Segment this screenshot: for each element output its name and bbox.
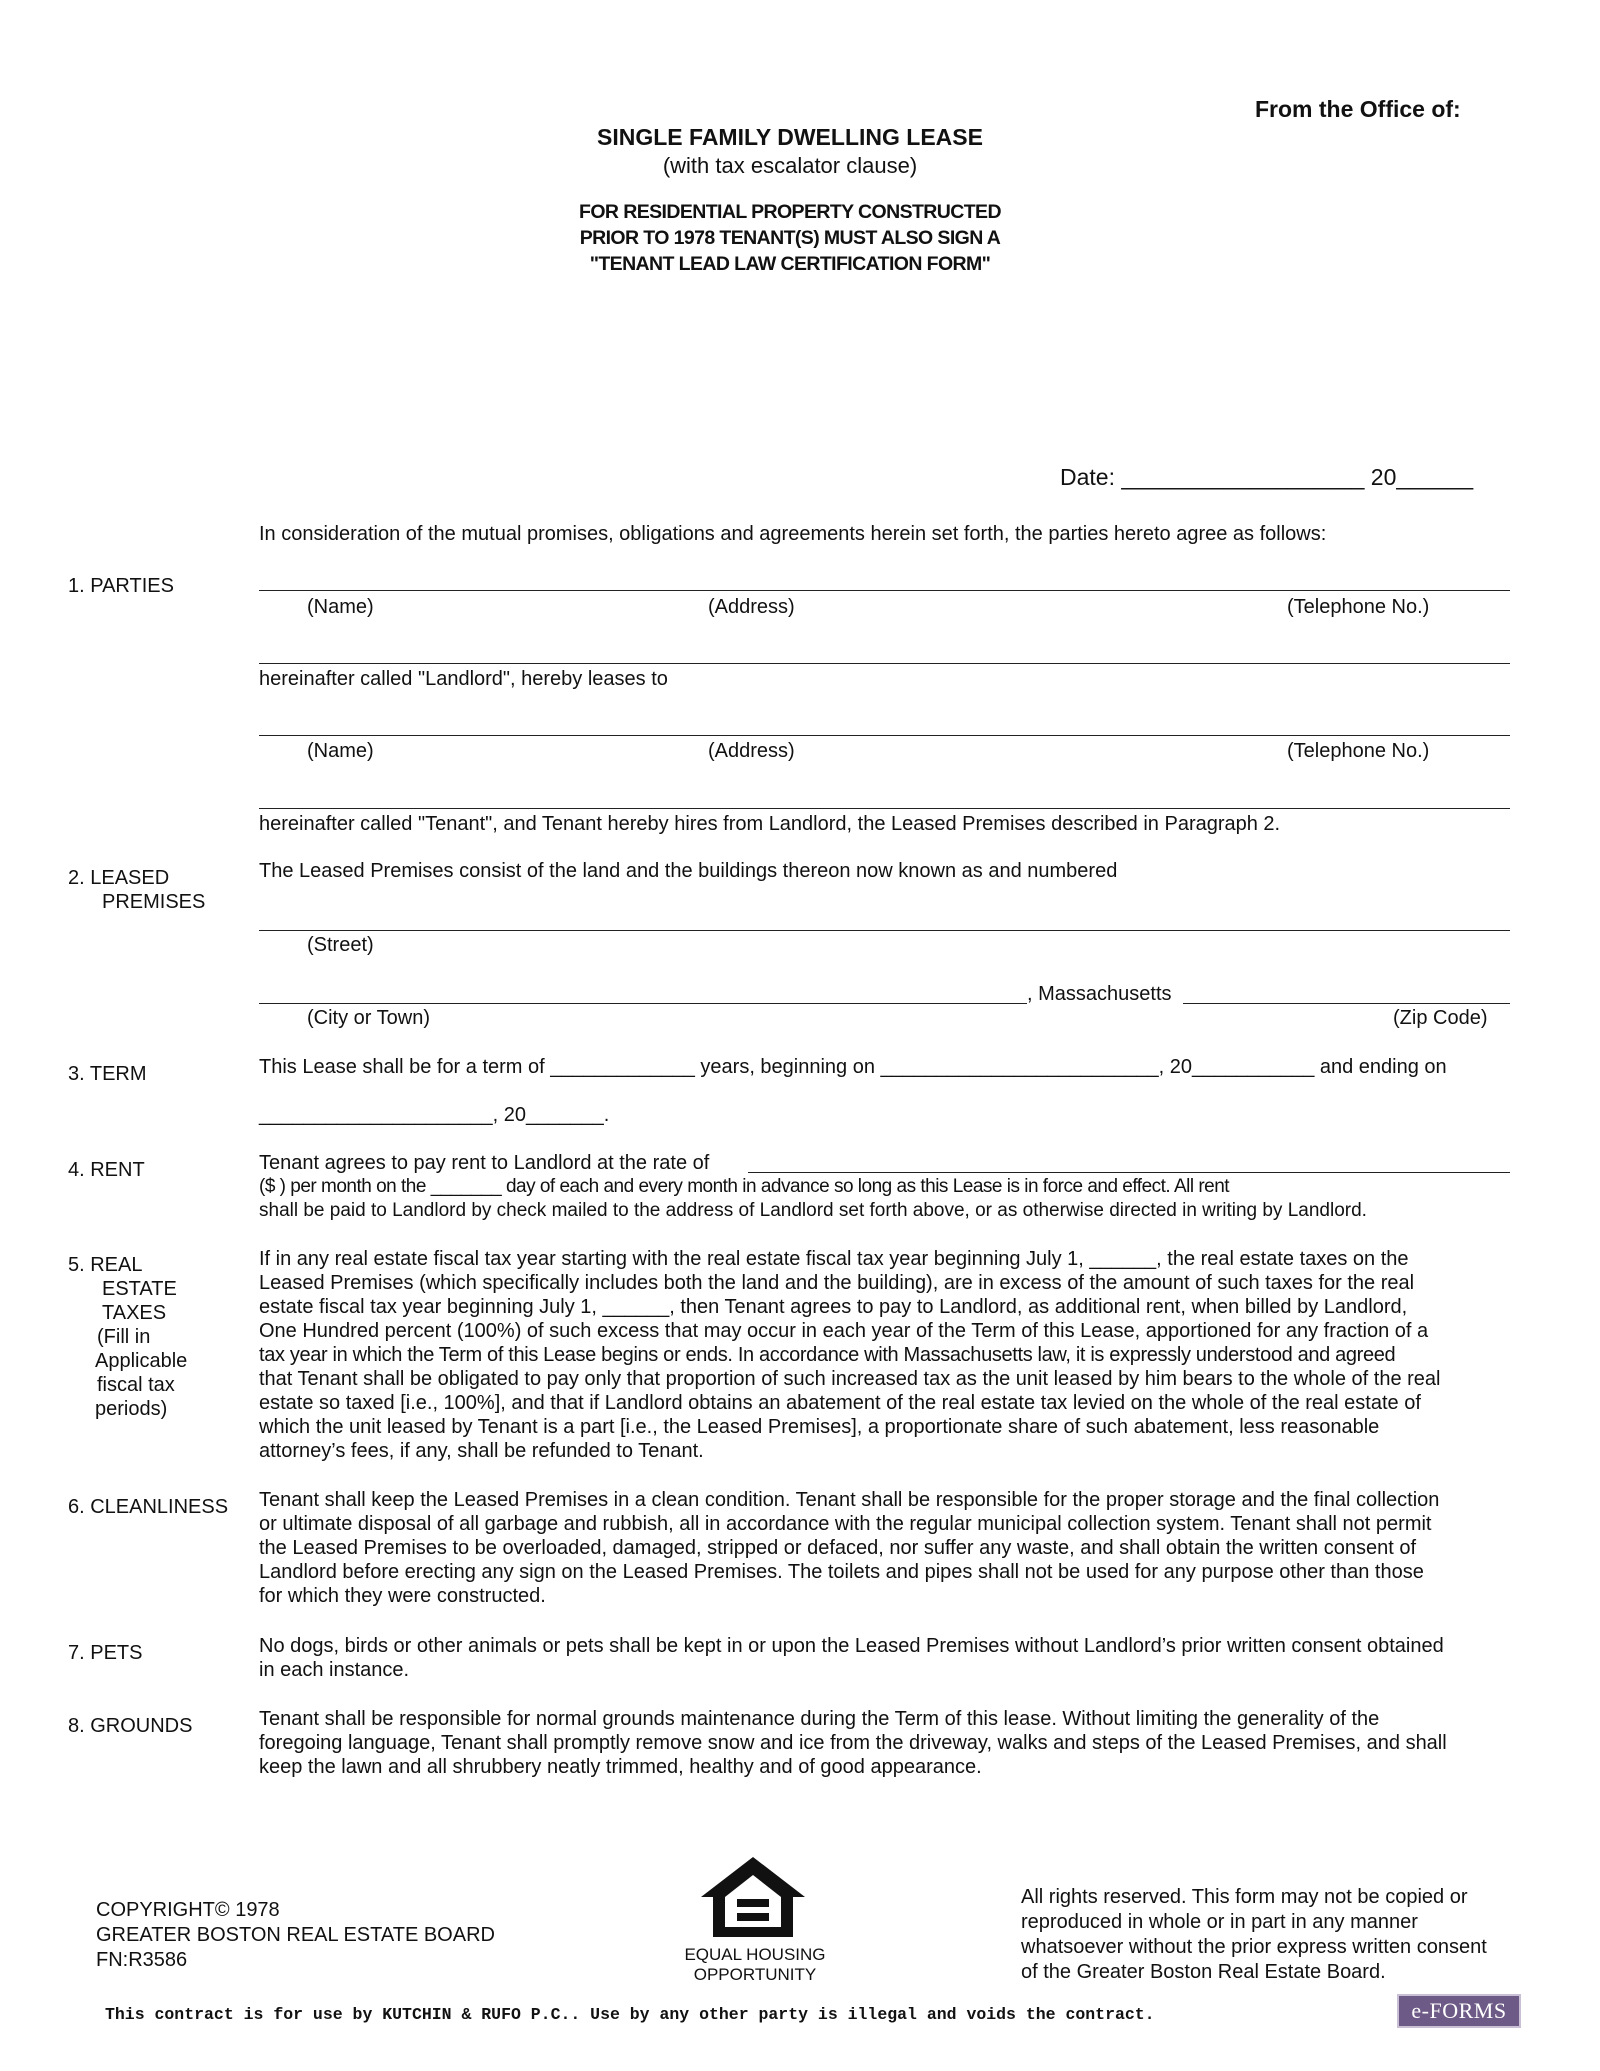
equal-housing-line: OPPORTUNITY	[693, 1965, 817, 1984]
zip-line[interactable]	[1183, 1003, 1510, 1004]
rent-amount-line[interactable]	[748, 1172, 1510, 1173]
intro-text: In consideration of the mutual promises, obligations and agreements herein set forth, the parties hereto agree as follows:	[259, 523, 1327, 545]
landlord-extra-line[interactable]	[259, 663, 1510, 664]
eforms-logo: e-FORMS	[1397, 1994, 1521, 2028]
rights-line: whatsoever without the prior express written consent	[1021, 1936, 1487, 1958]
lead-law-notice-line: "TENANT LEAD LAW CERTIFICATION FORM"	[589, 253, 991, 275]
name-caption: (Name)	[307, 596, 374, 618]
section-heading-pets: 7. PETS	[68, 1642, 143, 1664]
section-heading-line: ESTATE	[102, 1278, 177, 1300]
pets-paragraph	[259, 1634, 1444, 1682]
zip-caption: (Zip Code)	[1393, 1007, 1488, 1029]
telephone-caption: (Telephone No.)	[1287, 740, 1430, 762]
copyright-line: COPYRIGHT© 1978	[96, 1899, 280, 1921]
name-caption: (Name)	[307, 740, 374, 762]
tenant-name-line[interactable]	[259, 735, 1510, 736]
section-heading-grounds: 8. GROUNDS	[68, 1715, 193, 1737]
address-caption: (Address)	[708, 740, 795, 762]
lead-law-notice-line: PRIOR TO 1978 TENANT(S) MUST ALSO SIGN A	[579, 227, 1001, 249]
cleanliness-paragraph	[259, 1488, 1439, 1608]
paragraph-line: foregoing language, Tenant shall promptly remove snow and ice from the driveway, walks and steps of the Leased Premises, and shall	[259, 1732, 1447, 1754]
landlord-name-line[interactable]	[259, 590, 1510, 591]
paragraph-line: If in any real estate fiscal tax year starting with the real estate fiscal tax year beginning July 1, ______, the real estate taxes on the	[259, 1248, 1409, 1270]
premises-text: The Leased Premises consist of the land and the buildings thereon now known as and numbered	[259, 860, 1118, 882]
section-heading-line: TAXES	[102, 1302, 167, 1324]
rights-line: of the Greater Boston Real Estate Board.	[1021, 1961, 1386, 1983]
rights-line: All rights reserved. This form may not be copied or	[1021, 1886, 1468, 1908]
street-line[interactable]	[259, 930, 1510, 931]
section-heading-line: 2. LEASED	[68, 867, 170, 889]
grounds-paragraph	[259, 1707, 1447, 1779]
section-heading-line: periods)	[95, 1398, 168, 1420]
contract-notice: This contract is for use by KUTCHIN & RUFO P.C.. Use by any other party is illegal and voids the contract.	[105, 2005, 1155, 2024]
section-heading-premises	[68, 866, 205, 914]
paragraph-line: keep the lawn and all shrubbery neatly trimmed, healthy and of good appearance.	[259, 1756, 982, 1778]
section-heading-line: fiscal tax	[97, 1374, 175, 1396]
office-label: From the Office of:	[1255, 96, 1461, 122]
section-heading-rent: 4. RENT	[68, 1159, 145, 1181]
section-heading-line: PREMISES	[102, 891, 206, 913]
section-heading-cleanliness: 6. CLEANLINESS	[68, 1496, 229, 1518]
taxes-paragraph	[259, 1247, 1510, 1463]
paragraph-line: Tenant shall keep the Leased Premises in a clean condition. Tenant shall be responsible for the proper storage and the final collection	[259, 1489, 1440, 1511]
paragraph-line: the Leased Premises to be overloaded, damaged, stripped or defaced, nor suffer any waste, and shall obtain the written consent of	[259, 1537, 1417, 1559]
page-subtitle: (with tax escalator clause)	[662, 153, 918, 178]
term-line-1[interactable]: This Lease shall be for a term of _____________ years, beginning on _________________________, 20___________ and ending on	[259, 1056, 1447, 1078]
paragraph-line: for which they were constructed.	[259, 1585, 546, 1607]
section-heading-line: 5. REAL	[68, 1254, 143, 1276]
page-title: SINGLE FAMILY DWELLING LEASE	[597, 124, 983, 150]
section-heading-taxes	[68, 1253, 187, 1421]
paragraph-line: that Tenant shall be obligated to pay only that proportion of such increased tax as the unit leased by him bears to the whole of the real	[259, 1368, 1441, 1390]
copyright-block	[96, 1898, 495, 1973]
landlord-text: hereinafter called "Landlord", hereby leases to	[259, 668, 668, 690]
term-line-2[interactable]: _____________________, 20_______.	[259, 1104, 610, 1126]
lead-law-notice-line: FOR RESIDENTIAL PROPERTY CONSTRUCTED	[579, 201, 1001, 223]
date-field[interactable]: Date: ___________________ 20______	[1060, 464, 1474, 490]
paragraph-line: attorney’s fees, if any, shall be refunded to Tenant.	[259, 1440, 704, 1462]
rights-notice	[1021, 1885, 1487, 1985]
equal-housing-caption	[660, 1945, 850, 1985]
paragraph-line: in each instance.	[259, 1659, 410, 1681]
paragraph-line: One Hundred percent (100%) of such excess that may occur in each year of the Term of this Lease, apportioned for any fraction of a	[259, 1320, 1429, 1342]
rights-line: reproduced in whole or in part in any manner	[1021, 1911, 1418, 1933]
paragraph-line: estate so taxed [i.e., 100%], and that if Landlord obtains an abatement of the real estate tax levied on the whole of the real estate of	[259, 1392, 1421, 1414]
paragraph-line: Leased Premises (which specifically includes both the land and the building), are in excess of the amount of such taxes for the real	[259, 1272, 1415, 1294]
paragraph-line: Tenant shall be responsible for normal grounds maintenance during the Term of this lease. Without limiting the generality of the	[259, 1708, 1380, 1730]
lead-law-notice	[460, 199, 1120, 277]
rent-line-2: ($ ) per month on the _______ day of each and every month in advance so long as this Lease is in force and effect. All rent	[259, 1176, 1230, 1197]
paragraph-line: Landlord before erecting any sign on the Leased Premises. The toilets and pipes shall not be used for any purpose other than those	[259, 1561, 1424, 1583]
city-line[interactable]	[259, 1003, 1027, 1004]
paragraph-line: estate fiscal tax year beginning July 1, ______, then Tenant agrees to pay to Landlord, as additional rent, when billed by Landlord,	[259, 1296, 1408, 1318]
section-heading-parties: 1. PARTIES	[68, 575, 174, 597]
form-number: FN:R3586	[96, 1949, 188, 1971]
telephone-caption: (Telephone No.)	[1287, 596, 1430, 618]
equal-housing-line: EQUAL HOUSING	[684, 1945, 826, 1964]
section-heading-term: 3. TERM	[68, 1063, 147, 1085]
state-label: , Massachusetts	[1027, 983, 1172, 1005]
board-name: GREATER BOSTON REAL ESTATE BOARD	[96, 1924, 495, 1946]
rent-line-1: Tenant agrees to pay rent to Landlord at the rate of	[259, 1152, 710, 1174]
city-caption: (City or Town)	[307, 1007, 430, 1029]
equal-housing-icon	[697, 1853, 809, 1941]
tenant-text: hereinafter called "Tenant", and Tenant hereby hires from Landlord, the Leased Premises described in Paragraph 2.	[259, 813, 1281, 835]
section-heading-line: (Fill in	[97, 1326, 151, 1348]
rent-line-3: shall be paid to Landlord by check mailed to the address of Landlord set forth above, or as otherwise directed in writing by Landlord.	[259, 1200, 1367, 1221]
tenant-extra-line[interactable]	[259, 808, 1510, 809]
address-caption: (Address)	[708, 596, 795, 618]
paragraph-line: or ultimate disposal of all garbage and rubbish, all in accordance with the regular municipal collection system. Tenant shall not permit	[259, 1513, 1432, 1535]
paragraph-line: tax year in which the Term of this Lease begins or ends. In accordance with Massachusetts law, it is expressly understood and agreed	[259, 1344, 1396, 1366]
paragraph-line: which the unit leased by Tenant is a part [i.e., the Leased Premises], a proportionate share of such abatement, less reasonable	[259, 1416, 1380, 1438]
street-caption: (Street)	[307, 934, 374, 956]
section-heading-line: Applicable	[95, 1350, 188, 1372]
paragraph-line: No dogs, birds or other animals or pets shall be kept in or upon the Leased Premises without Landlord’s prior written consent obtained	[259, 1635, 1444, 1657]
